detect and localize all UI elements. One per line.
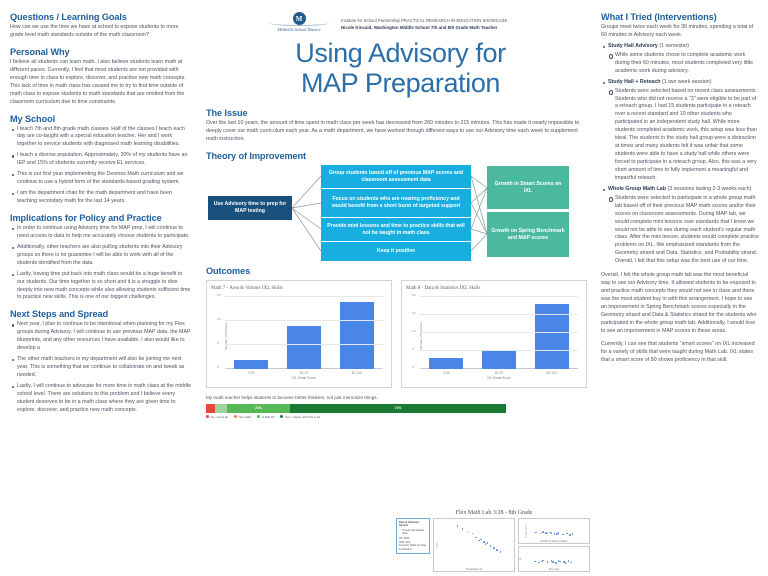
interventions-list (601, 43, 759, 266)
chart-xtick-label: 0-59 (443, 371, 450, 376)
list-item: Students were selected to participate in a whole group math lab based off of their previous MAP math scores and/or their scores on classroom assessments. During MAP lab, we would complete mini lessons over standards that I knew we would not be able to see during each student's regular math class. After the mini lesson, students would complete practice problems on IXL. We emphasized standards from the Geometry strand and Data, Statistics, and Probability strand. Overall, I felt that this setup was the best use of our time. (608, 195, 759, 266)
diagram-node-start: Use Advisory time to prep for MAP testing (208, 196, 292, 220)
diagram-node-middle-3: Provide mini lessons and time to practice skills that will not be taught in math class (321, 218, 471, 241)
survey-question: My math teacher helps students to become better thinkers, not just memorize things. (206, 395, 378, 401)
chart-gridline (225, 344, 383, 345)
survey-legend-item (234, 415, 252, 419)
flex-lab-side-note-1: IXL Skills (399, 537, 410, 541)
list-item (601, 186, 759, 266)
outcomes-heading: Outcomes (206, 266, 251, 277)
scatter-point (496, 549, 498, 551)
chart-ytick-label: 0 (217, 364, 219, 369)
title-line-2: MAP Preparation (300, 68, 501, 99)
scatter-xlabel: Shoe Size (548, 568, 560, 571)
header-author-line: Nicole Kincaid, Washington Middle School 7th and 8th Grade Math Teacher (341, 24, 498, 30)
list-item: The other math teachers in my department will also be joining me next year. This is something that we continue to collaborate on and tweak as needed. (10, 356, 191, 380)
diagram-node-outcome-1: Growth in Smart Scores on IXL (487, 166, 569, 209)
chart-ytick-label: 15 (412, 310, 416, 315)
personal-why-body: I believe all students can learn math. I also believe students learn math at different paces. Currently, I feel that most students are not provided with enough time in class to explore, discover, and practice new math concepts. This lack of time in math class has caused me to try to find time outside of math class to expose students to math standards that are omitted from the classroom curriculum due to time constraints. (10, 58, 186, 105)
chart-ylabel: Number of Students (223, 322, 228, 351)
scatter-point (457, 525, 459, 527)
scatter-point (556, 533, 558, 535)
list-item: Lastly, I will continue to advocate for more time in math class at the middle school level. There are solutions to this problem and I believe every student deserves to be in a math class where they are given time to explore, discover, and practice new math concepts. (10, 383, 191, 415)
scatter-point (472, 533, 474, 535)
theory-heading: Theory of Improvement (206, 151, 306, 162)
right-column (595, 0, 768, 576)
interventions-heading: What I Tried (Interventions) (601, 12, 717, 22)
flex-lab-body (396, 518, 592, 572)
chart-ytick-label: 20 (412, 292, 416, 297)
flex-lab-plots (433, 518, 592, 572)
chart-ytick-label: 0 (412, 364, 414, 369)
list-item (601, 43, 759, 76)
chart-bar (287, 326, 321, 369)
chart-gridline (420, 296, 578, 297)
scatter-point (541, 561, 543, 563)
district-logo (264, 12, 334, 32)
list-item: In order to continue using Advisory time for MAP prep, I will continue to need access to data to help me accurately choose students to participate. (10, 225, 191, 241)
diagram-node-middle-4: Keep it positive (321, 242, 471, 261)
scatter-point (555, 562, 557, 564)
section-the-issue (206, 108, 589, 144)
survey-segment: 72% (290, 404, 506, 413)
scatter-point (566, 533, 568, 535)
section-personal-why (10, 47, 191, 107)
section-theory (206, 151, 589, 262)
chart-xtick-label: 80-100 (546, 371, 557, 376)
list-item: While some students chose to complete academic work during their 60 minutes, most students completed very little academic work during advisory. (608, 52, 759, 76)
next-steps-list (10, 321, 191, 414)
implications-heading: Implications for Policy and Practice (10, 212, 162, 223)
legend-swatch-icon (257, 415, 260, 418)
chart-gridline (420, 314, 578, 315)
chart-math8 (401, 280, 587, 388)
section-questions (10, 12, 191, 40)
chart-xticks (225, 371, 383, 375)
chart-ytick-label: 5 (217, 340, 219, 345)
chart-bar (482, 351, 516, 369)
list-item (601, 79, 759, 183)
left-column (0, 0, 200, 576)
legend-swatch-icon (234, 415, 237, 418)
logo-district-name: Mehlville School District (277, 27, 321, 32)
chart-bar (340, 302, 374, 369)
section-outcomes (206, 266, 589, 388)
survey-segment: 21% (227, 404, 290, 413)
intervention-meta: (1 semester) (657, 42, 690, 49)
scatter-point (490, 545, 492, 547)
scatter-xlabel: Number of Absent Classes (540, 540, 568, 543)
legend-label: Not really (238, 414, 252, 419)
chart-xlabel: IXL Smart Score (487, 376, 511, 381)
intervention-meta: (3 sessions lasting 2-3 weeks each) (665, 185, 752, 192)
next-steps-heading: Next Steps and Spread (10, 309, 108, 320)
chart-gridline (420, 332, 578, 333)
legend-swatch-icon (280, 415, 283, 418)
interventions-intro: Groups meet twice each week for 30 minutes, spending a total of 60 minutes in Advisory each week. (601, 24, 754, 38)
intervention-title: Study Hall + Reteach (608, 78, 661, 85)
survey-legend-item (280, 415, 320, 419)
scatter-point (500, 551, 502, 553)
middle-column (200, 0, 595, 576)
flex-lab-side-panel (396, 518, 430, 554)
chart-gridline (420, 350, 578, 351)
survey-legend (206, 415, 506, 419)
chart-bar (234, 360, 268, 370)
chart-gridline (225, 296, 383, 297)
intervention-detail-list (608, 52, 759, 76)
chart-bars (420, 293, 578, 369)
chart-math7 (206, 280, 392, 388)
scatter-point (570, 562, 572, 564)
issue-heading: The Issue (206, 108, 248, 119)
scatter-point (542, 531, 544, 533)
intervention-title: Study Hall Advisory (608, 42, 658, 49)
scatter-point (545, 532, 547, 534)
flex-lab-side-bullet: • Trends with Scatter Plots (402, 529, 427, 536)
chart-ytick-label: 15 (217, 292, 221, 297)
list-item: This is our first year implementing the Desmos Math curriculum and we continue to use a hybrid form of the standards-based grading system. (10, 171, 191, 187)
questions-heading: Questions / Learning Goals (10, 12, 127, 22)
scatter-point (559, 561, 561, 563)
scatter-point (535, 532, 537, 534)
survey-segment (206, 404, 215, 413)
scatter-point (493, 547, 495, 549)
scatter-point (565, 562, 567, 564)
scatter-plot-sales (433, 518, 515, 572)
scatter-plot-column (518, 518, 590, 572)
questions-body: How can we use the time we have at school to expose students to more grade level math standards outside of the math classroom? (10, 24, 179, 38)
chart-xtick-label: 60-79 (299, 371, 309, 376)
section-next-steps (10, 309, 191, 414)
legend-swatch-icon (206, 415, 209, 418)
scatter-point (480, 539, 482, 541)
logo-monogram-icon: M (293, 12, 306, 25)
personal-why-heading: Personal Why (10, 46, 70, 57)
chart-xtick-label: 0-59 (248, 371, 255, 376)
header-text (341, 12, 507, 30)
survey-stacked-bar (206, 404, 506, 413)
diagram-node-middle-1: Group students based off of previous MAP scores and classroom assessment data (321, 165, 471, 188)
chart-plot-area (412, 292, 578, 381)
survey-legend-item (206, 415, 228, 419)
scatter-point (572, 533, 574, 535)
chart-ytick-label: 5 (412, 346, 414, 351)
scatter-point (554, 533, 556, 535)
scatter-point (462, 528, 464, 530)
chart-bars (225, 293, 383, 369)
scatter-point (538, 562, 540, 564)
scatter-point (467, 532, 469, 534)
scatter-point (552, 561, 554, 563)
scatter-point (487, 542, 489, 544)
flex-lab-title: Flex Math Lab 3/28 - 8th Grade (455, 510, 533, 516)
chart-xtick-label: 80-100 (351, 371, 362, 376)
list-item: I teach a diverse population. Approximately, 30% of my students have an IEP and 15% of students currently receive EL services. (10, 152, 191, 168)
scatter-point (551, 532, 553, 534)
legend-label: No, not at all (210, 414, 228, 419)
section-my-school (10, 114, 191, 206)
issue-body: Over the last 10 years, the amount of time spent in math class per week has decreased from 260 minutes to 215 minutes. This has made it nearly impossible to deeply cover our math curriculum each year. As a math department, we have worked through different ways to use our Advisory time each week to supplement math instruction. (206, 120, 580, 143)
scatter-point (542, 560, 544, 562)
chart-title: Math 7 - Area & Volume IXL Skills (211, 286, 283, 292)
scatter-point (547, 561, 549, 563)
scatter-point (478, 540, 480, 542)
poster-header (206, 8, 589, 32)
chart-xtick-label: 60-79 (494, 371, 504, 376)
legend-label: Yes, I agree with this a lot (284, 414, 320, 419)
my-school-list (10, 126, 191, 206)
flex-lab-side-note-2: 6DD, 6FS (399, 540, 411, 544)
chart-bar (429, 358, 463, 369)
legend-label: A little bit (261, 414, 275, 419)
scatter-point (475, 537, 477, 539)
scatter-point (540, 533, 542, 535)
scatter-ylabel: Sales (436, 542, 439, 548)
list-item: Lastly, having time put back into math class would be a huge benefit to our students. Our time together is so short and it is a struggle to dive deeply into new math concepts while also allowing students sufficient time to practice new skills. This is one of our biggest challenges. (10, 271, 191, 303)
chart-ylabel: Number of Students (418, 322, 423, 351)
diagram-node-outcome-2: Growth on Spring Benchmark and MAP scores (487, 212, 569, 257)
chart-title: Math 8 - Data & Statistics IXL Skills (406, 286, 481, 292)
scatter-point (568, 560, 570, 562)
scatter-point (558, 532, 560, 534)
list-item: I am the department chair for the math department and have been teaching secondary math for the last 14 years. (10, 190, 191, 206)
scatter-point (534, 561, 536, 563)
charts-row (206, 280, 589, 388)
chart-xticks (420, 371, 578, 375)
list-item: Additionally, other teachers are also pulling students into their Advisory groups so there is no guarantee I will be able to work with all of the students identified from the data. (10, 244, 191, 268)
chart-ytick-label: 10 (217, 316, 221, 321)
intervention-title: Whole Group Math Lab (608, 185, 666, 192)
scatter-point (547, 533, 549, 535)
intervention-detail-list (608, 195, 759, 266)
closing-paragraph-2: Currently, I can see that students “smart scores” on IXL increased for a variety of skills that were taught during Math Lab. IXL states that a smart score of 80 shows proficiency in that skill. (601, 340, 755, 363)
list-item: I teach 7th and 8th grade math classes. Half of the classes I teach each day are co-taught with a special education teacher. Her and I work together to service students with diagnosed math learning disabilities. (10, 126, 191, 150)
survey-segment (215, 404, 227, 413)
title-line-1: Using Advisory for (295, 38, 506, 68)
chart-gridline (225, 320, 383, 321)
scatter-plot-iq (518, 546, 590, 572)
chart-ytick-label: 10 (412, 328, 416, 333)
list-item: Next year, I plan to continue to be intentional when planning for my Flex groups during Advisory. I will continue to use previous MAP data, the MAP blueprints, and any other resources I have available. I also would like to develop a (10, 321, 191, 353)
my-school-heading: My School (10, 113, 56, 124)
survey-result (206, 395, 506, 419)
diagram-node-middle-2: Focus on students who are nearing proficiency and would benefit from a short burst of targeted support (321, 189, 471, 217)
chart-xlabel: IXL Smart Score (292, 376, 316, 381)
page-title (206, 38, 589, 98)
scatter-xlabel: Temperature (F) (465, 568, 483, 571)
intervention-detail-list (608, 88, 759, 183)
section-implications (10, 213, 191, 302)
scatter-plot-course-score (518, 518, 590, 544)
flex-math-lab (396, 510, 592, 572)
chart-plot-area (217, 292, 383, 381)
scatter-point (569, 534, 571, 536)
scatter-ylabel: IQ (519, 557, 522, 561)
scatter-point (562, 534, 564, 536)
survey-legend-item (257, 415, 274, 419)
flex-lab-side-note-3: Formerly Skills for Data & Statistics (399, 544, 426, 551)
list-item: Students were selected based on recent class assessments. Students who did not receive a "3" were eligible to be part of a reteach group. I had 15 students participate in a reteach over a recent standard and 10 other students who participated in an independent study hall. While more students completed academic work, this setup was less than ideal. The students in the study hall group were a distraction at times and many students felt it was unfair that some students were able to have a study hall while others were forced to participate in a reteach group. Also, this was a very short amount of time to fully implement a meaningful and impactful reteach. (608, 88, 759, 183)
intervention-meta: (1 two week session) (660, 78, 712, 85)
closing-paragraph-1: Overall, I felt the whole group math lab was the most beneficial way to use our Advisory time. It allowed students to be exposed to and practice math concepts they would not see in class and there was the most student buy in with this arrangement. I hope to see an improvement in Spring Benchmark scores especially in the Geometry strand and Data & Statistics strand for the students who participated in the whole group math lab. Additionally, I would love to see an improvement in MAP scores in these areas. (601, 272, 757, 334)
logo-swoosh-icon (269, 20, 329, 26)
implications-list (10, 225, 191, 302)
header-showcase-line: Institute for School Partnership PRACTICAL RESEARCH IN EDUCATION SHOWCASE (341, 18, 508, 23)
theory-diagram (206, 164, 589, 262)
scatter-ylabel: Course Score (525, 524, 528, 538)
flex-lab-side-heading: Data & Statistics Review (399, 521, 420, 528)
